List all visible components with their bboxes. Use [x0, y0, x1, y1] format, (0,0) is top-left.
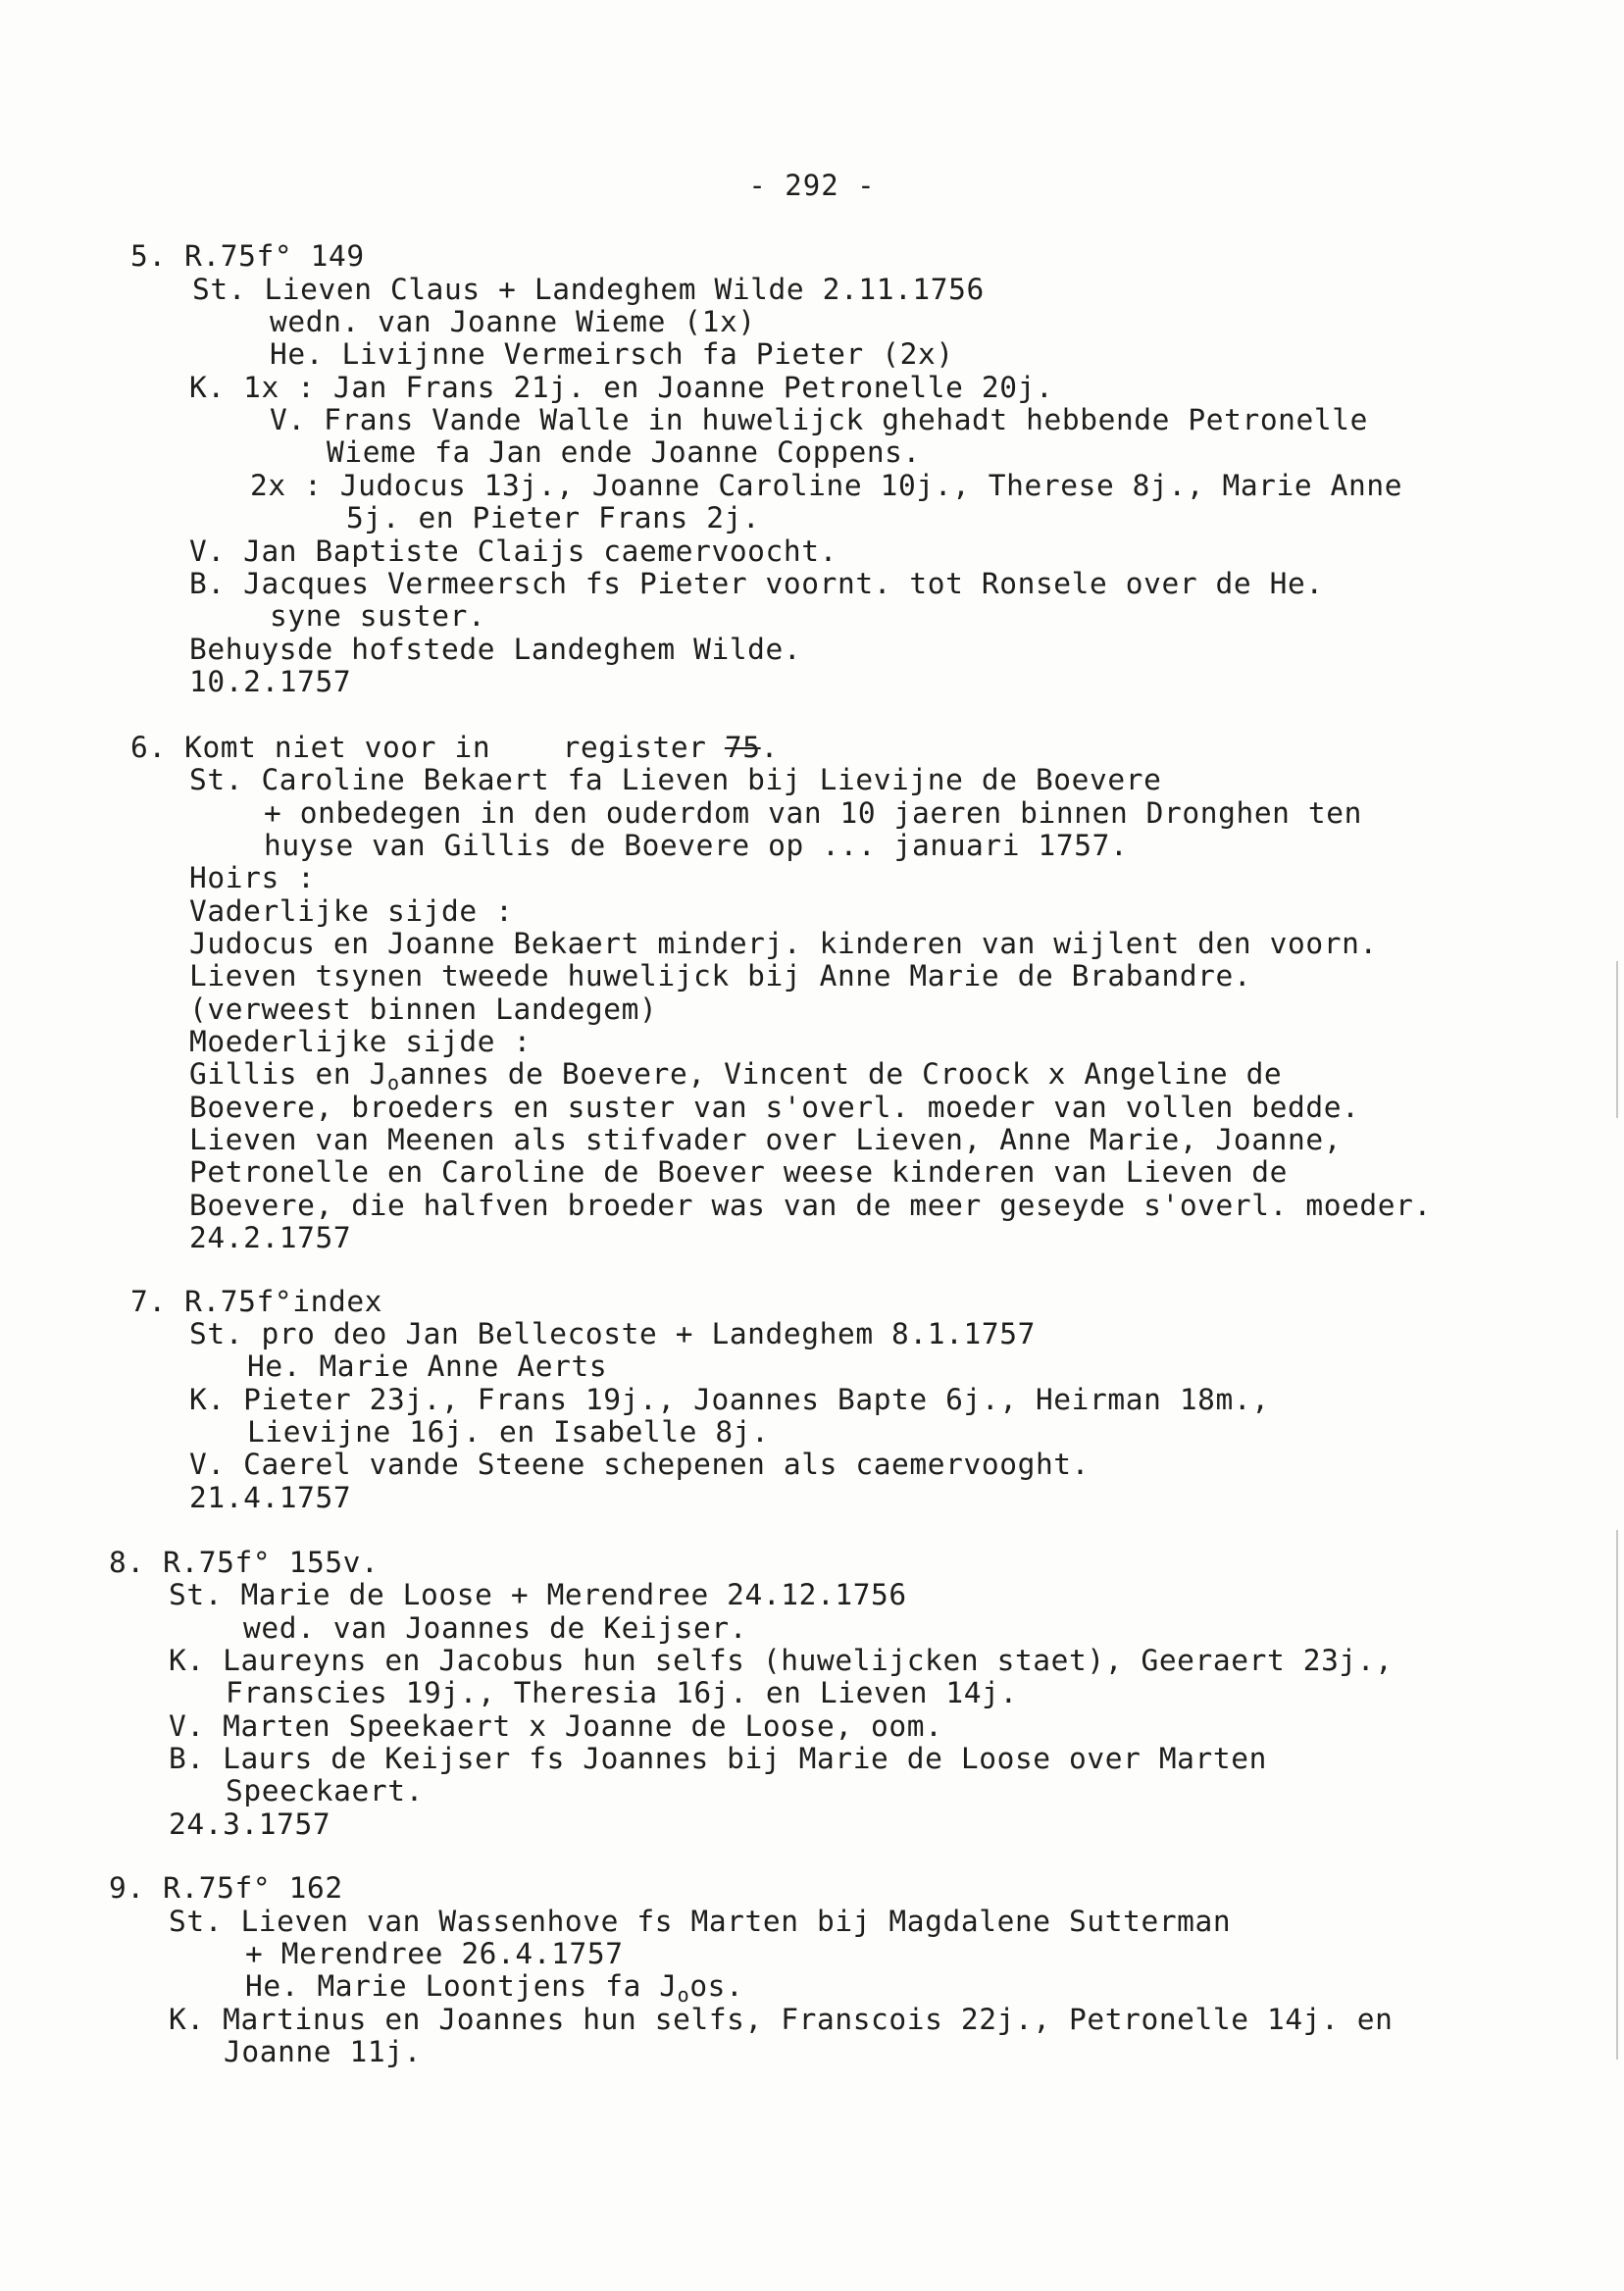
entry-6-line-4: huyse van Gillis de Boevere op ... januari 1757. — [264, 829, 1129, 862]
entry-6-line-5: Hoirs : — [189, 861, 316, 894]
entry-5-line-10: V. Jan Baptiste Claijs caemervoocht. — [189, 535, 837, 568]
subscript-o: o — [677, 1983, 690, 2007]
entry-9-line-4-start: He. Marie Loontjens fa J — [245, 1969, 678, 2003]
entry-7-line-1: 7. R.75f°index — [130, 1285, 383, 1318]
entry-5-line-6: V. Frans Vande Walle in huwelijck ghehadt hebbende Petronelle — [270, 403, 1368, 436]
entry-5-line-11: B. Jacques Vermeersch fs Pieter voornt. tot Ronsele over de He. — [189, 567, 1324, 600]
entry-6-line-9: (verweest binnen Landegem) — [189, 993, 658, 1026]
entry-7-line-4: K. Pieter 23j., Frans 19j., Joannes Bapte 6j., Heirman 18m., — [189, 1383, 1270, 1416]
entry-5-line-9: 5j. en Pieter Frans 2j. — [346, 501, 761, 535]
entry-6-line-15: Boevere, die halfven broeder was van de meer geseyde s'overl. moeder. — [189, 1189, 1432, 1222]
entry-7-line-5: Lievijne 16j. en Isabelle 8j. — [247, 1415, 770, 1449]
entry-5-line-13: Behuysde hofstede Landeghem Wilde. — [189, 633, 802, 666]
entry-6-line-1-end: . — [760, 731, 780, 764]
entry-9-line-1: 9. R.75f° 162 — [109, 1871, 343, 1905]
entry-9-line-4-end: os. — [689, 1969, 744, 2003]
entry-8-line-1: 8. R.75f° 155v. — [109, 1546, 380, 1579]
scan-edge-mark — [1616, 1530, 1618, 2060]
entry-6-line-12: Boevere, broeders en suster van s'overl. moeder van vollen bedde. — [189, 1091, 1360, 1124]
entry-5-line-2: St. Lieven Claus + Landeghem Wilde 2.11.1756 — [192, 273, 985, 306]
entry-6-line-3: + onbedegen in den ouderdom van 10 jaeren binnen Dronghen ten — [264, 796, 1362, 830]
entry-7-line-3: He. Marie Anne Aerts — [247, 1349, 608, 1383]
entry-8-line-3: wed. van Joannes de Keijser. — [243, 1611, 748, 1645]
entry-9-line-3: + Merendree 26.4.1757 — [245, 1937, 624, 1970]
page-number: - 292 - — [748, 169, 876, 202]
subscript-o: o — [386, 1071, 400, 1095]
entry-8-line-7: B. Laurs de Keijser fs Joannes bij Marie de Loose over Marten — [169, 1742, 1267, 1775]
entry-8-line-8: Speeckaert. — [226, 1774, 424, 1807]
entry-6-line-10: Moederlijke sijde : — [189, 1025, 532, 1058]
scan-edge-mark — [1616, 961, 1618, 1118]
entry-6-line-14: Petronelle en Caroline de Boever weese kinderen van Lieven de — [189, 1155, 1288, 1189]
entry-6-line-7: Judocus en Joanne Bekaert minderj. kinderen van wijlent den voorn. — [189, 927, 1378, 960]
entry-6-line-11-end: annes de Boevere, Vincent de Croock x Angeline de — [399, 1057, 1283, 1091]
entry-8-line-9: 24.3.1757 — [169, 1807, 331, 1841]
entry-9-line-2: St. Lieven van Wassenhove fs Marten bij Magdalene Sutterman — [169, 1905, 1232, 1938]
entry-6-line-13: Lieven van Meenen als stifvader over Lieven, Anne Marie, Joanne, — [189, 1123, 1343, 1156]
entry-8-line-4: K. Laureyns en Jacobus hun selfs (huwelijcken staet), Geeraert 23j., — [169, 1644, 1394, 1677]
entry-6-line-1 — [130, 731, 779, 764]
entry-5-line-8: 2x : Judocus 13j., Joanne Caroline 10j., Therese 8j., Marie Anne — [250, 469, 1403, 502]
entry-6-line-11-start: Gillis en J — [189, 1057, 387, 1091]
entry-5-line-5: K. 1x : Jan Frans 21j. en Joanne Petronelle 20j. — [189, 371, 1054, 404]
entry-6-line-6: Vaderlijke sijde : — [189, 894, 514, 928]
entry-6-line-2: St. Caroline Bekaert fa Lieven bij Lievijne de Boevere — [189, 763, 1162, 796]
entry-5-line-7: Wieme fa Jan ende Joanne Coppens. — [327, 435, 921, 469]
entry-5-line-4: He. Livijnne Vermeirsch fa Pieter (2x) — [270, 337, 954, 371]
entry-8-line-2: St. Marie de Loose + Merendree 24.12.1756 — [169, 1578, 907, 1611]
entry-8-line-6: V. Marten Speekaert x Joanne de Loose, oom. — [169, 1709, 943, 1743]
entry-5-line-1: 5. R.75f° 149 — [130, 239, 365, 273]
entry-5-line-3: wedn. van Joanne Wieme (1x) — [270, 305, 756, 338]
entry-6-line-16: 24.2.1757 — [189, 1221, 352, 1254]
struck-register-number: 75 — [724, 731, 761, 764]
entry-5-line-12: syne suster. — [270, 599, 486, 633]
entry-7-line-2: St. pro deo Jan Bellecoste + Landeghem 8.1.1757 — [189, 1317, 1036, 1350]
entry-6-line-8: Lieven tsynen tweede huwelijck bij Anne Marie de Brabandre. — [189, 959, 1252, 993]
entry-6-line-1-text: 6. Komt niet voor in register — [130, 731, 725, 764]
entry-7-line-6: V. Caerel vande Steene schepenen als caemervooght. — [189, 1448, 1091, 1481]
entry-5-line-14: 10.2.1757 — [189, 665, 352, 698]
entry-8-line-5: Franscies 19j., Theresia 16j. en Lieven 14j. — [226, 1676, 1018, 1709]
entry-9-line-6: Joanne 11j. — [224, 2035, 422, 2068]
entry-7-line-7: 21.4.1757 — [189, 1481, 352, 1514]
entry-9-line-5: K. Martinus en Joannes hun selfs, Franscois 22j., Petronelle 14j. en — [169, 2003, 1394, 2036]
